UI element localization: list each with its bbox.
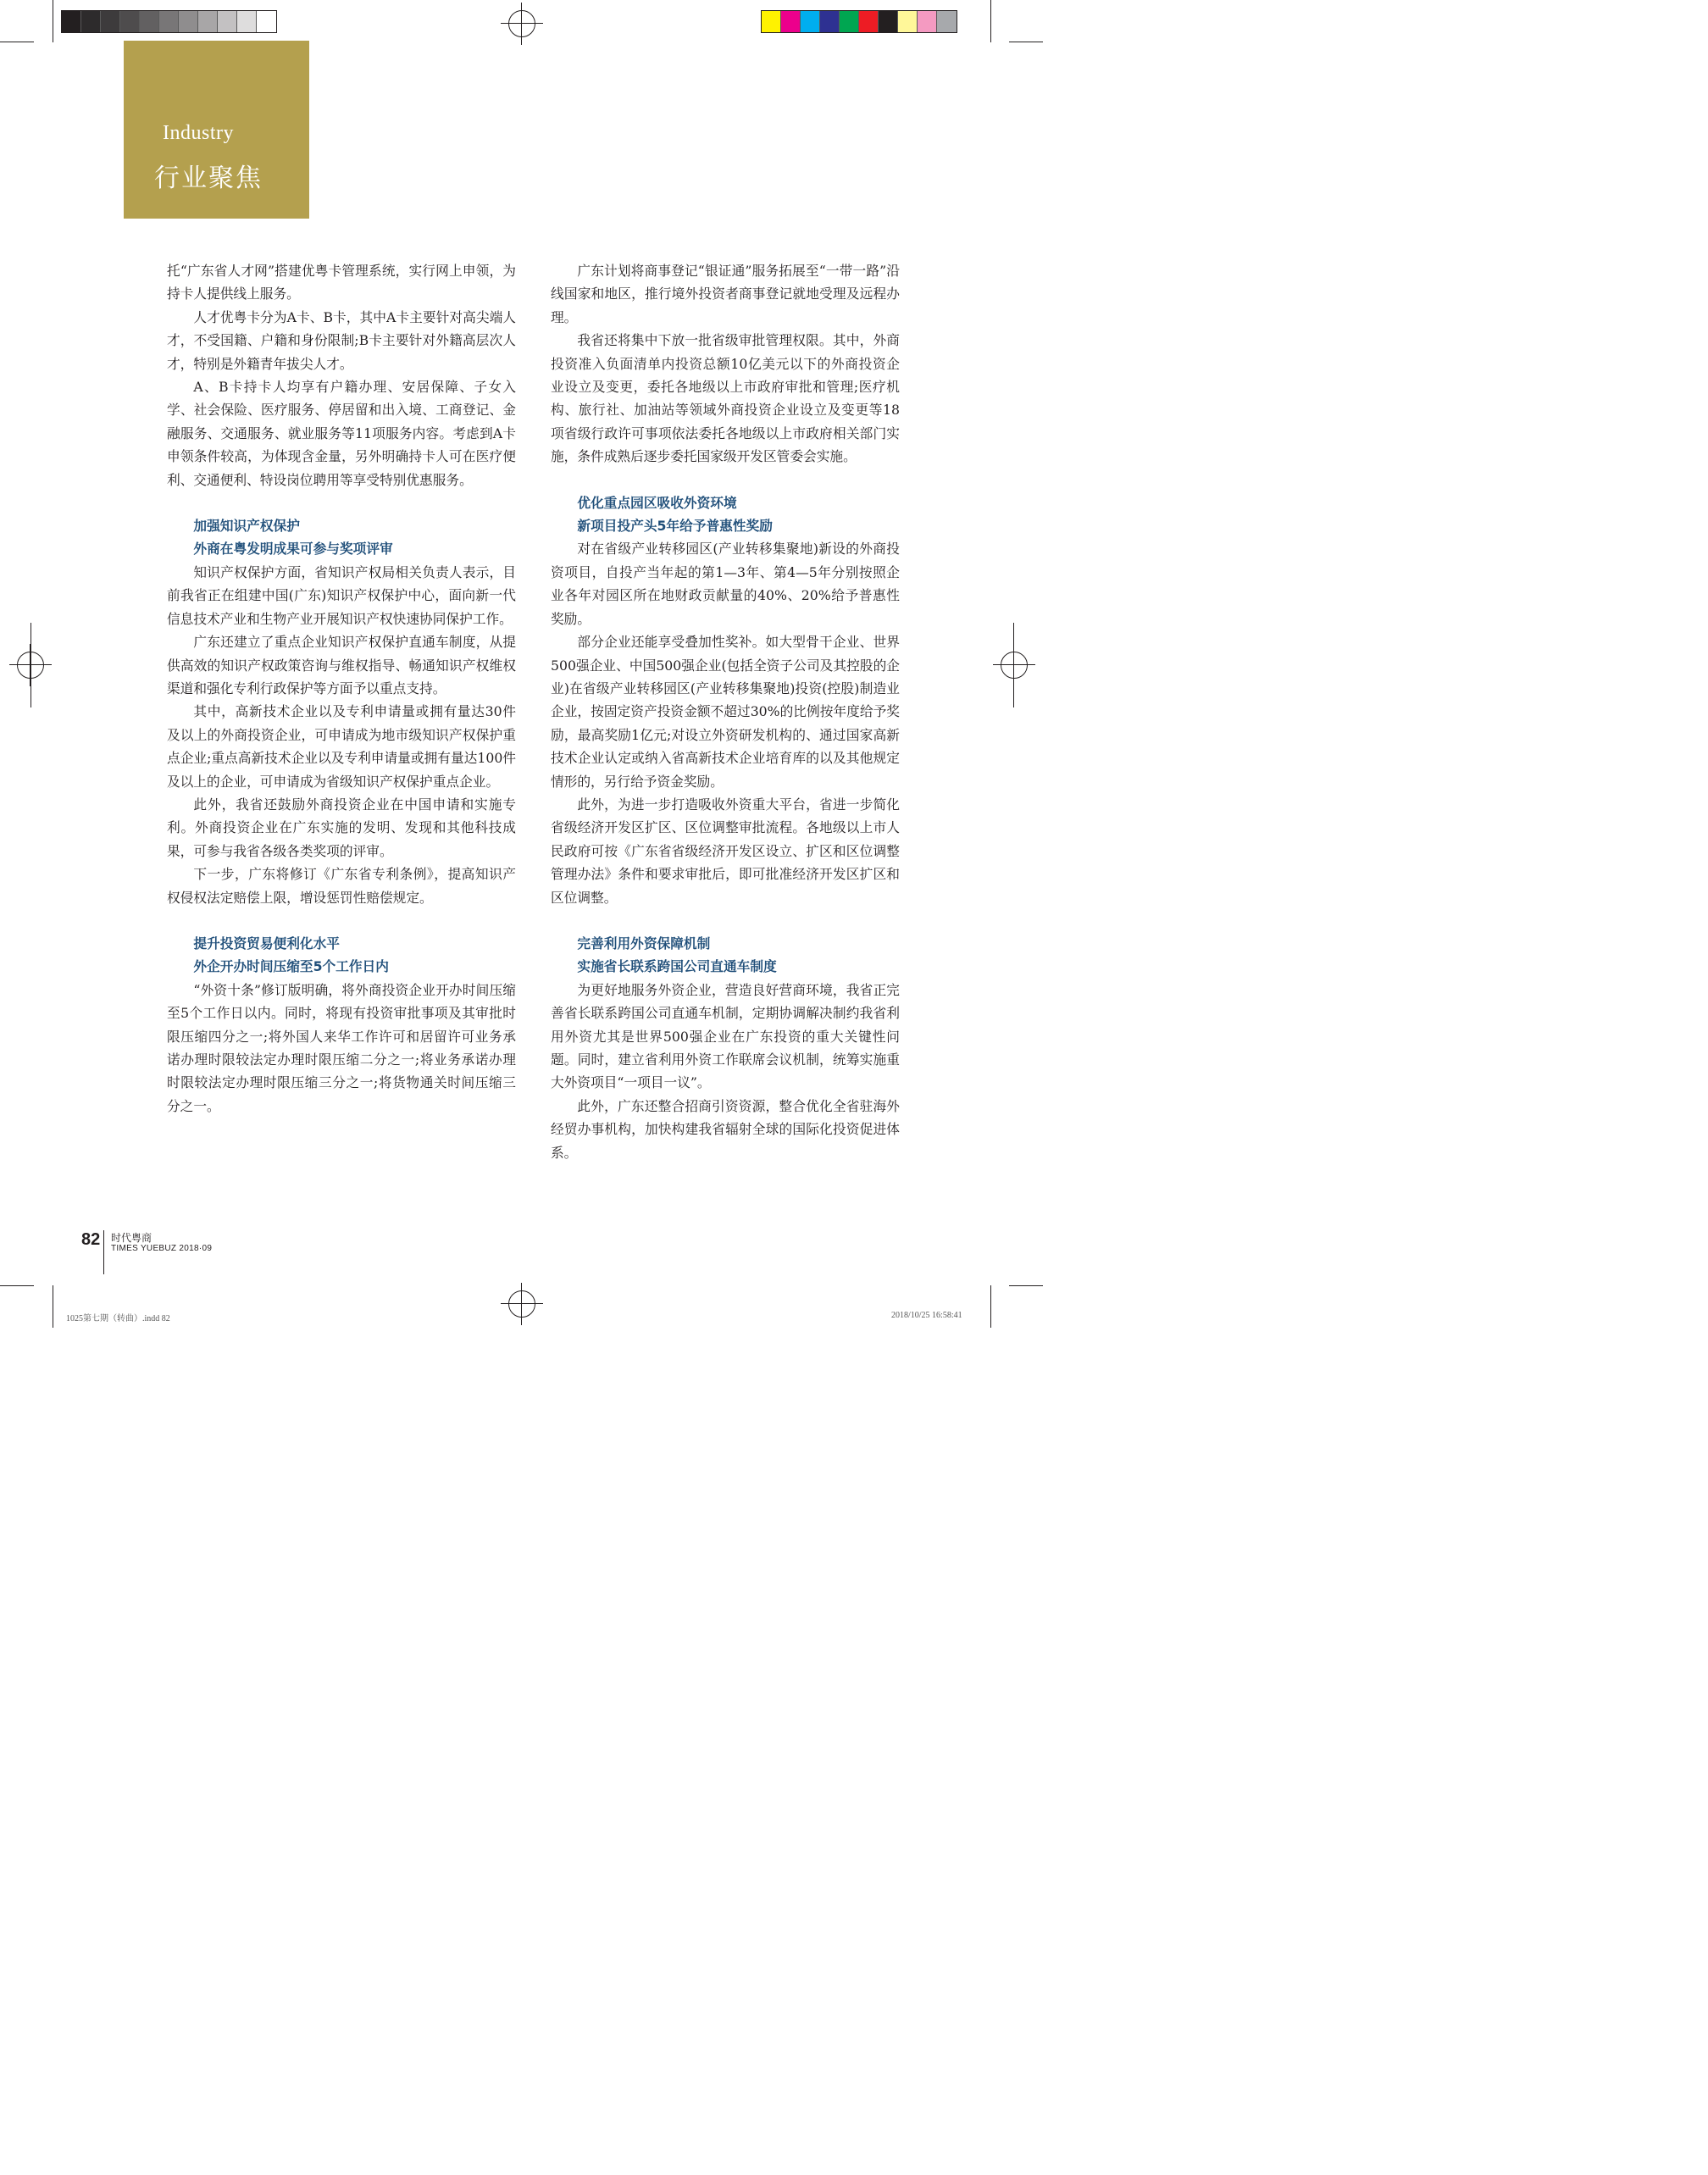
section-spacer (551, 469, 900, 491)
color-swatch (159, 11, 179, 32)
color-swatch (257, 11, 276, 32)
color-swatch (840, 11, 859, 32)
color-swatch (179, 11, 198, 32)
crop-mark (1013, 623, 1014, 707)
color-swatch (898, 11, 918, 32)
color-swatch (820, 11, 840, 32)
color-swatch (101, 11, 120, 32)
section-heading: 外商在粤发明成果可参与奖项评审 (193, 541, 393, 558)
color-swatch (937, 11, 957, 32)
section-heading: 外企开办时间压缩至5个工作日内 (193, 958, 389, 975)
registration-mark-bottom (501, 1283, 543, 1325)
page-number: 82 (81, 1230, 101, 1249)
body-paragraph: 部分企业还能享受叠加性奖补。如大型骨干企业、世界500强企业、中国500强企业(包括全资子公司及其控股的企业)在省级产业转移园区(产业转移集聚地)投资(控股)制造业企业，按固定资产投资金额不超过30%的比例按年度给予奖励，最高奖励1亿元;对设立外资研发机构的、通过国家高新技术企业认定或纳入省高新技术企业培育库的以及其他规定情形的，另行给予资金奖励。 (551, 634, 900, 790)
section-spacer (551, 909, 900, 932)
color-swatch (918, 11, 937, 32)
color-swatch (120, 11, 140, 32)
section-title-cn: 行业聚焦 (154, 164, 263, 193)
footer-divider (103, 1230, 104, 1274)
color-swatch (781, 11, 801, 32)
slug-timestamp: 2018/10/25 16:58:41 (891, 1311, 962, 1320)
section-heading: 实施省长联系跨国公司直通车制度 (577, 958, 777, 975)
body-paragraph: 此外，广东还整合招商引资资源，整合优化全省驻海外经贸办事机构，加快构建我省辐射全球的国际化投资促进体系。 (551, 1097, 900, 1161)
section-heading: 完善利用外资保障机制 (577, 935, 711, 952)
section-heading: 提升投资贸易便利化水平 (193, 935, 340, 952)
section-tab (124, 41, 309, 219)
body-paragraph: 此外，我省还鼓励外商投资企业在中国申请和实施专利。外商投资企业在广东实施的发明、发现和其他科技成果，可参与我省各级各类奖项的评审。 (167, 796, 516, 859)
section-heading: 新项目投产头5年给予普惠性奖励 (577, 518, 773, 535)
body-paragraph: 为更好地服务外资企业，营造良好营商环境，我省正完善省长联系跨国公司直通车机制，定期协调解决制约我省利用外资尤其是世界500强企业在广东投资的重大关键性问题。同时，建立省利用外资工作联席会议机制，统筹实施重大外资项目“一项目一议”。 (551, 981, 900, 1091)
body-paragraph: 托“广东省人才网”搭建优粤卡管理系统，实行网上申领，为持卡人提供线上服务。 (167, 263, 516, 302)
crop-mark (990, 1285, 991, 1328)
section-spacer (167, 491, 516, 514)
color-swatch (198, 11, 218, 32)
body-paragraph: 我省还将集中下放一批省级审批管理权限。其中，外商投资准入负面清单内投资总额10亿美元以下的外商投资企业设立及变更，委托各地级以上市政府审批和管理;医疗机构、旅行社、加油站等领域外商投资企业设立及变更等18项省级行政许可事项依法委托各地级以上市政府相关部门实施，条件成熟后逐步委托国家级开发区管委会实施。 (551, 332, 900, 465)
crop-mark (0, 1285, 34, 1286)
left-column (167, 259, 516, 1118)
section-spacer (167, 909, 516, 932)
color-swatch (879, 11, 898, 32)
body-paragraph: 人才优粤卡分为A卡、B卡，其中A卡主要针对高尖端人才，不受国籍、户籍和身份限制;B卡主要针对外籍高层次人才，特别是外籍青年拔尖人才。 (167, 308, 516, 372)
slug-file-name: 1025第七期（转曲）.indd 82 (66, 1314, 170, 1323)
grayscale-color-bar (61, 10, 277, 33)
registration-mark-top (501, 3, 543, 45)
color-swatch (762, 11, 781, 32)
body-paragraph: 对在省级产业转移园区(产业转移集聚地)新设的外商投资项目，自投产当年起的第1—3年、第4—5年分别按照企业各年对园区所在地财政贡献量的40%、20%给予普惠性奖励。 (551, 541, 900, 627)
section-heading: 加强知识产权保护 (193, 518, 300, 535)
section-title-en: Industry (163, 122, 234, 144)
registration-mark-right (993, 644, 1035, 686)
magazine-name-cn: 时代粤商 (111, 1232, 152, 1244)
body-paragraph: 广东还建立了重点企业知识产权保护直通车制度，从提供高效的知识产权政策咨询与维权指导、畅通知识产权维权渠道和强化专利行政保护等方面予以重点支持。 (167, 634, 516, 696)
body-paragraph: A、B卡持卡人均享有户籍办理、安居保障、子女入学、社会保险、医疗服务、停居留和出入境、工商登记、金融服务、交通服务、就业服务等11项服务内容。考虑到A卡申领条件较高，为体现含金量，另外明确持卡人可在医疗便利、交通便利、特设岗位聘用等享受特别优惠服务。 (167, 379, 516, 488)
magazine-name-en: TIMES YUEBUZ 2018·09 (111, 1244, 213, 1253)
crop-mark (30, 623, 31, 707)
section-heading: 优化重点园区吸收外资环境 (577, 494, 737, 511)
crop-mark (1009, 1285, 1043, 1286)
body-paragraph: 知识产权保护方面，省知识产权局相关负责人表示，目前我省正在组建中国(广东)知识产权保护中心，面向新一代信息技术产业和生物产业开展知识产权快速协同保护工作。 (167, 563, 516, 627)
body-paragraph: “外资十条”修订版明确，将外商投资企业开办时间压缩至5个工作日以内。同时，将现有投资审批事项及其审批时限压缩四分之一;将外国人来华工作许可和居留许可业务承诺办理时限较法定办理时限压缩二分之一;将业务承诺办理时限较法定办理时限压缩三分之一;将货物通关时间压缩三分之一。 (167, 981, 516, 1114)
color-swatch (237, 11, 257, 32)
crop-mark (990, 0, 991, 42)
color-swatch (218, 11, 237, 32)
process-color-bar (761, 10, 957, 33)
body-paragraph: 下一步，广东将修订《广东省专利条例》，提高知识产权侵权法定赔偿上限，增设惩罚性赔偿规定。 (167, 866, 516, 906)
color-swatch (81, 11, 101, 32)
body-paragraph: 其中，高新技术企业以及专利申请量或拥有量达30件及以上的外商投资企业，可申请成为地市级知识产权保护重点企业;重点高新技术企业以及专利申请量或拥有量达100件及以上的企业，可申请成为省级知识产权保护重点企业。 (167, 703, 516, 790)
body-paragraph: 此外，为进一步打造吸收外资重大平台，省进一步简化省级经济开发区扩区、区位调整审批流程。各地级以上市人民政府可按《广东省省级经济开发区设立、扩区和区位调整管理办法》条件和要求审批后，即可批准经济开发区扩区和区位调整。 (551, 796, 900, 906)
body-paragraph: 广东计划将商事登记“银证通”服务拓展至“一带一路”沿线国家和地区，推行境外投资者商事登记就地受理及远程办理。 (551, 263, 900, 325)
color-swatch (62, 11, 81, 32)
color-swatch (801, 11, 820, 32)
right-column (551, 259, 900, 1164)
color-swatch (140, 11, 159, 32)
color-swatch (859, 11, 879, 32)
